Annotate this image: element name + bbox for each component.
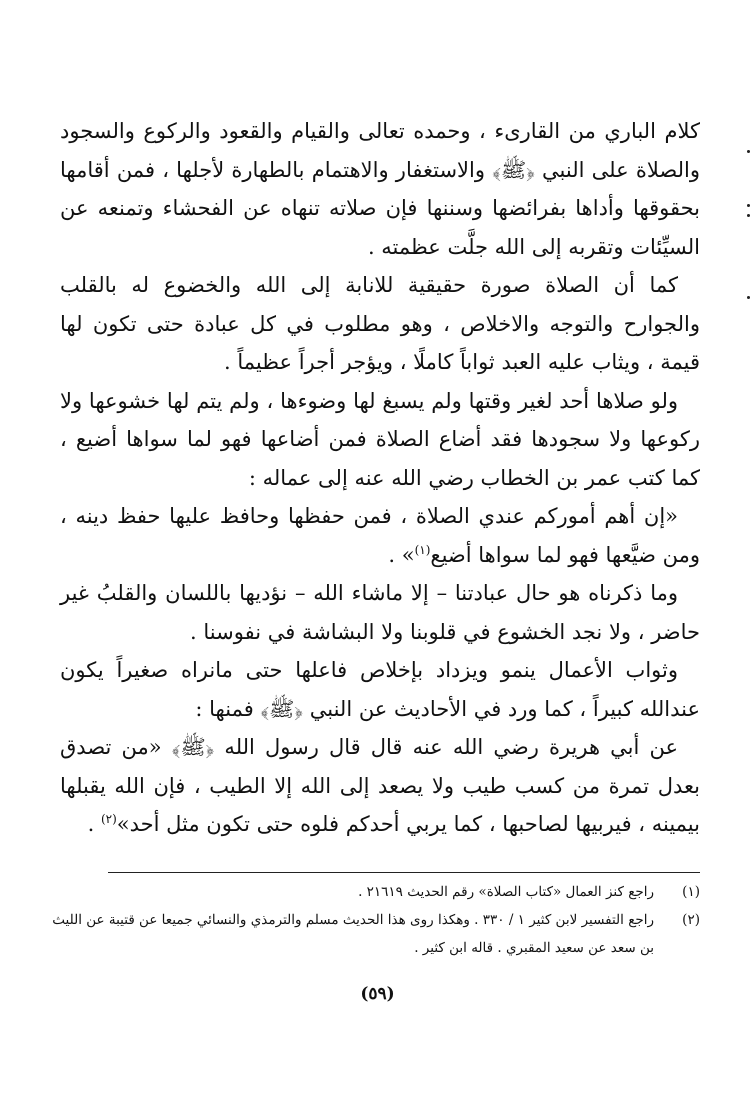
quote-text: «إن أهم أموركم عندي الصلاة ، فمن حفظها وحافظ عليها حفظ دينه ، ومن ضيَّعها فهو لما سواها أضيع bbox=[60, 504, 700, 567]
paragraph-7-hadith bbox=[60, 728, 700, 844]
paragraph-1: كلام الباري من القارىء ، وحمده تعالى والقيام والقعود والركوع والسجود والصلاة على النبي ﴿ﷺ﴾ والاستغفار والاهتمام بالطهارة لأجلها ، فمن أقامها بحقوقها وأداها بفرائضها وسننها فإن صلاته تنهاه عن الفحشاء وتمنعه عن السيِّئات وتقربه إلى الله جلَّت عظمته . bbox=[60, 119, 700, 259]
scan-speck bbox=[747, 214, 750, 217]
footnote-ref-1: (١) bbox=[414, 542, 431, 557]
hadith-end: . bbox=[87, 812, 101, 836]
hadith-text: عن أبي هريرة رضي الله عنه قال قال رسول الله ﴿ﷺ﴾ «من تصدق بعدل تمرة من كسب طيب ولا يصعد إلى الله إلا الطيب ، فإن الله يقبلها بيمينه ، فيربيها لصاحبها ، كما يربي أحدكم فلوه حتى تكون مثل أحد» bbox=[60, 735, 700, 836]
paragraph-6: وثواب الأعمال ينمو ويزداد بإخلاص فاعلها حتى مانراه صغيراً يكون عندالله كبيراً ، كما ورد في الأحاديث عن النبي ﴿ﷺ﴾ فمنها : bbox=[60, 658, 700, 721]
footnote-1 bbox=[40, 878, 700, 906]
paragraph-2: كما أن الصلاة صورة حقيقية للانابة إلى الله والخضوع له بالقلب والجوارح والتوجه والاخلاص ، وهو مطلوب في كل عبادة حتى تكون لها قيمة ، ويثاب عليه العبد ثواباً كاملًا ، ويؤجر أجراً عظيماً . bbox=[60, 273, 700, 374]
footnote-text: راجع كنز العمال «كتاب الصلاة» رقم الحديث ٢١٦١٩ . bbox=[358, 884, 654, 900]
quote-end: » . bbox=[388, 542, 415, 567]
scan-speck bbox=[747, 296, 750, 299]
scan-speck bbox=[747, 204, 750, 207]
footnote-text: راجع التفسير لابن كثير ١ / ٣٣٠ . وهكذا روى هذا الحديث مسلم والترمذي والنسائي جميعا عن قتيبة عن الليث بن سعد عن سعيد المقبري . قاله ابن كثير . bbox=[52, 912, 654, 956]
footnotes bbox=[40, 878, 700, 962]
paragraph-3: ولو صلاها أحد لغير وقتها ولم يسبغ لها وضوءها ، ولم يتم لها خشوعها ولا ركوعها ولا سجودها فقد أضاع الصلاة فمن أضاعها فهو لما سواها أضيع ، كما كتب عمر بن الخطاب رضي الله عنه إلى عماله : bbox=[60, 388, 700, 490]
main-text bbox=[60, 112, 700, 844]
page-number: (٥٩) bbox=[360, 984, 395, 1004]
footnote-ref-2: (٢) bbox=[100, 812, 117, 826]
paragraph-5: وما ذكرناه هو حال عبادتنا – إلا ماشاء الله – نؤديها باللسان والقلبُ غير حاضر ، ولا نجد الخشوع في قلوبنا ولا البشاشة في نفوسنا . bbox=[60, 581, 700, 644]
footnote-number: (٢) bbox=[682, 912, 700, 928]
footnote-number: (١) bbox=[682, 884, 700, 900]
paragraph-4-quote bbox=[60, 497, 700, 574]
footnote-divider bbox=[108, 872, 700, 873]
scan-speck bbox=[747, 150, 750, 153]
footnote-2 bbox=[40, 906, 700, 962]
